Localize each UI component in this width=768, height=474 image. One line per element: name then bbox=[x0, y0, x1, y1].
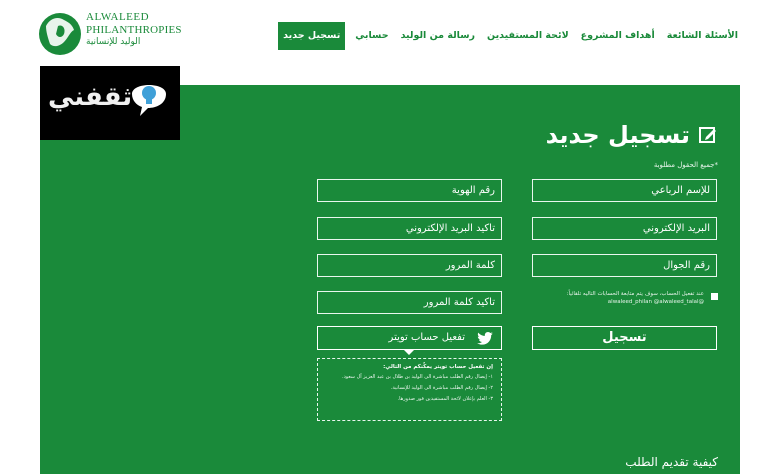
twitter-info-item: ١- إيصال رقم الطلب مباشرة الى الوليد بن طلال بن عبد العزيز آل سعود. bbox=[341, 374, 493, 380]
twitter-tooltip-pointer bbox=[404, 350, 414, 355]
how-to-apply-heading: كيفية تقديم الطلب bbox=[625, 455, 718, 469]
nav-item-my-account[interactable]: حسابي bbox=[355, 30, 389, 41]
brand-logo[interactable] bbox=[38, 4, 228, 66]
password-input[interactable] bbox=[317, 254, 502, 277]
follow-accounts-checkbox[interactable] bbox=[711, 293, 718, 300]
twitter-activate-button[interactable] bbox=[317, 326, 502, 350]
twitter-info-item: ٣- العلم بإعلان لائحة المستفيدين فور صدورها. bbox=[397, 396, 493, 402]
email-input[interactable] bbox=[532, 217, 717, 240]
watermark-text: ثقفني bbox=[48, 82, 133, 112]
globe-icon bbox=[38, 4, 82, 62]
full-name-input[interactable] bbox=[532, 179, 717, 202]
nav-item-faq[interactable]: الأسئلة الشائعة bbox=[666, 30, 738, 41]
email-confirm-input[interactable] bbox=[317, 217, 502, 240]
twitter-info-item: ٢- إيصال رقم الطلب مباشرة الى الوليد للإنسانية. bbox=[390, 385, 493, 391]
twitter-button-label: تفعيل حساب تويتر bbox=[388, 332, 465, 343]
twitter-icon bbox=[477, 332, 493, 345]
id-number-input[interactable] bbox=[317, 179, 502, 202]
twitter-info-heading: إن تفعيل حساب تويتر يمكّنكم من التالي: bbox=[383, 364, 493, 370]
form-title: تسجيل جديد bbox=[545, 121, 690, 149]
form-header bbox=[546, 121, 718, 149]
main-nav bbox=[278, 22, 740, 50]
logo-arabic: الوليد للإنسانية bbox=[86, 37, 141, 47]
required-note: *جميع الحقول مطلوبة bbox=[653, 161, 718, 169]
mobile-input[interactable] bbox=[532, 254, 717, 277]
nav-item-beneficiaries[interactable]: لائحة المستفيدين bbox=[487, 30, 569, 41]
twitter-info-box bbox=[317, 358, 502, 421]
follow-accounts-text: عند تفعيل الحساب، سوف يتم متابعة الحسابات التاليه تلقائياً: @alwaleed_philan @alwaleed_talal bbox=[514, 290, 704, 306]
nav-item-message[interactable]: رسالة من الوليد bbox=[400, 30, 476, 41]
follow-accounts-handles: @alwaleed_philan @alwaleed_talal bbox=[607, 299, 704, 305]
watermark-badge bbox=[40, 66, 180, 140]
lightbulb-icon bbox=[126, 74, 172, 120]
logo-line1: ALWALEED bbox=[86, 11, 150, 23]
register-button[interactable]: تسجيل bbox=[532, 326, 717, 350]
nav-item-goals[interactable]: أهداف المشروع bbox=[580, 30, 655, 41]
edit-icon bbox=[698, 125, 718, 145]
nav-item-register[interactable]: تسجيل جديد bbox=[278, 22, 345, 50]
logo-line2: PHILANTHROPIES bbox=[86, 24, 182, 36]
password-confirm-input[interactable] bbox=[317, 291, 502, 314]
registration-panel bbox=[40, 85, 740, 474]
